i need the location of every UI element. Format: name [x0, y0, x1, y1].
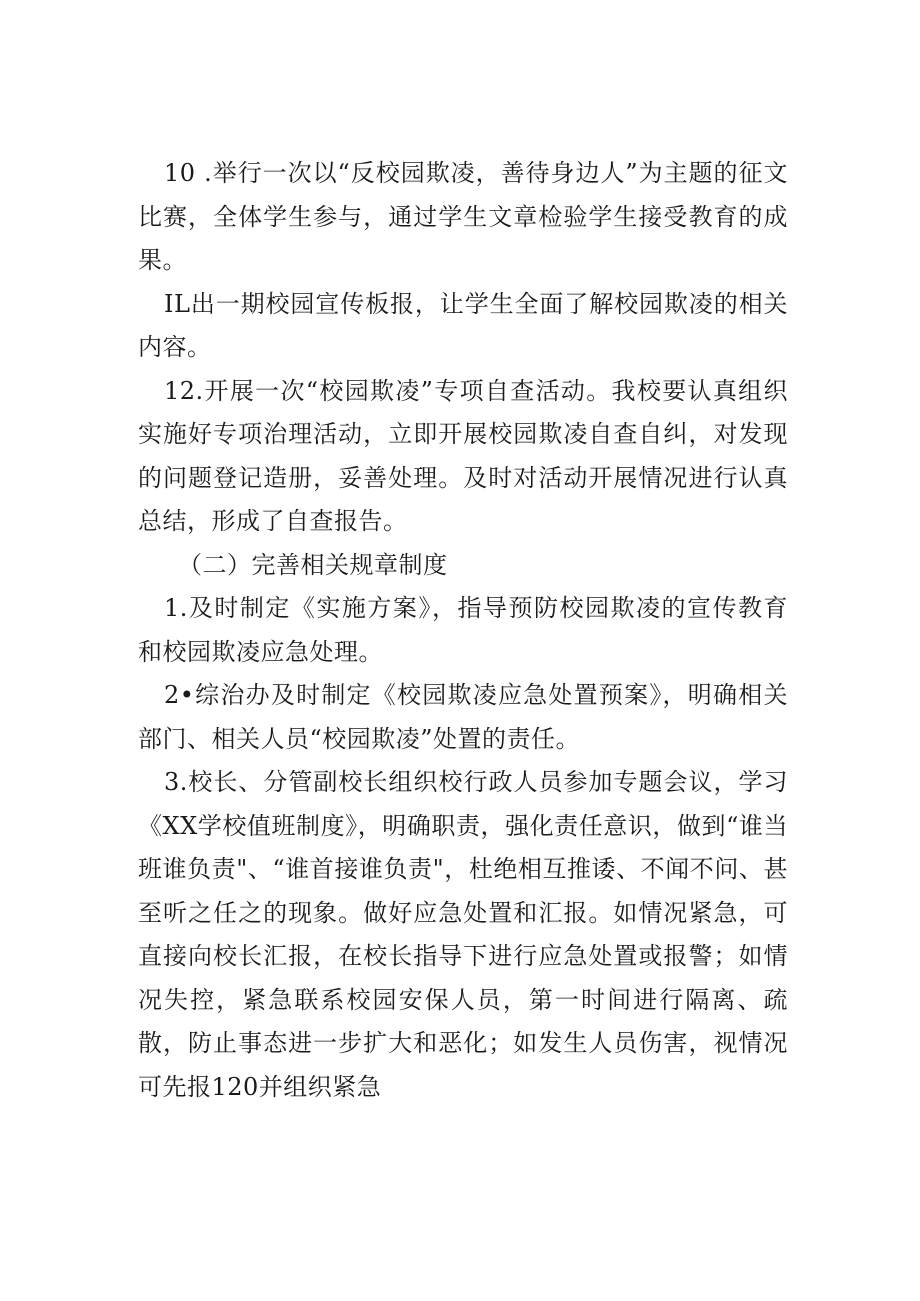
section-heading: （二）完善相关规章制度 [178, 550, 448, 579]
paragraph-item-11: IL出一期校园宣传板报，让学生全面了解校园欺凌的相关内容。 [138, 289, 788, 361]
paragraph-rule-2: 2•综治办及时制定《校园欺凌应急处置预案》，明确相关部门、相关人员“校园欺凌”处置的责任。 [138, 681, 788, 753]
paragraph-rule-1: 1.及时制定《实施方案》，指导预防校园欺凌的宣传教育和校园欺凌应急处理。 [138, 594, 788, 666]
paragraph-item-10: 10 .举行一次以“反校园欺凌，善待身边人”为主题的征文比赛，全体学生参与，通过学生文章检验学生接受教育的成果。 [138, 159, 788, 274]
paragraph-item-12: 12.开展一次“校园欺凌”专项自查活动。我校要认真组织实施好专项治理活动，立即开展校园欺凌自查自纠，对发现的问题登记造册，妥善处理。及时对活动开展情况进行认真总结，形成了自查报告。 [138, 376, 788, 535]
document-body [138, 152, 788, 1109]
paragraph-rule-3: 3.校长、分管副校长组织校行政人员参加专题会议，学习《XX学校值班制度》，明确职责，强化责任意识，做到“谁当班谁负责"、“谁首接谁负责"，杜绝相互推诿、不闻不问、甚至听之任之的现象。做好应急处置和汇报。如情况紧急，可直接向校长汇报，在校长指导下进行应急处置或报警；如情况失控，紧急联系校园安保人员，第一时间进行隔离、疏散，防止事态进一步扩大和恶化；如发生人员伤害，视情况可先报120并组织紧急 [138, 768, 788, 1101]
